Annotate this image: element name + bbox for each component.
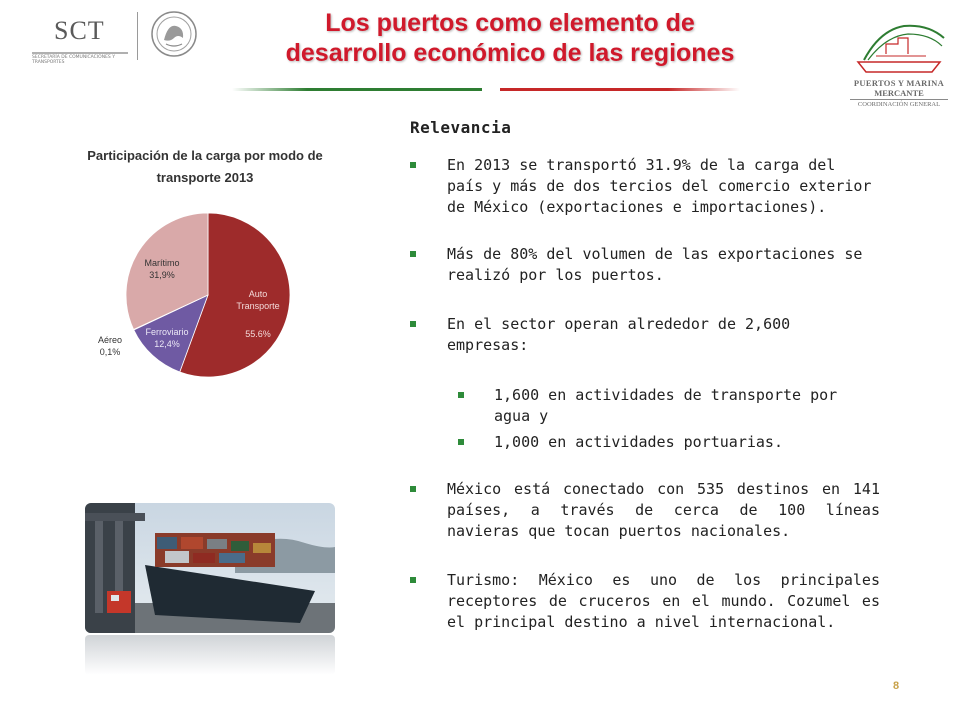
sct-logo-bar [32,52,128,54]
label-aereo-name: Aéreo [97,335,123,345]
title-underline-green [232,88,482,91]
label-auto-value: 55.6% [245,329,271,339]
bullet-item: En 2013 se transportó 31.9% de la carga del país y más de dos tercios del comercio exterior de México (exportaciones e importaciones). [410,155,880,218]
section-heading: Relevancia [410,118,512,137]
pm-logo-line2: MERCANTE [874,88,924,98]
title-underline-red [500,88,740,91]
mexico-seal-icon [150,10,198,58]
title-line-2: desarrollo económico de las regiones [285,39,735,67]
label-ferro-value: 12,4% [154,339,180,349]
pm-logo-line3: COORDINACIÓN GENERAL [857,101,941,108]
sct-logo [32,14,142,64]
title-line-1: Los puertos como elemento de [325,9,695,37]
label-maritimo-name: Marítimo [144,258,180,268]
header-divider [137,12,138,60]
bullet-item: En el sector operan alrededor de 2,600 empresas: [410,314,880,356]
label-ferro-name: Ferroviario [145,327,189,337]
port-photo-reflection [85,635,335,675]
bullet-item: Turismo: México es uno de los principales receptores de cruceros en el mundo. Cozumel es el principal destino a nivel internacional. [410,570,880,633]
label-maritimo-value: 31,9% [149,270,175,280]
page-title [210,8,810,68]
sct-logo-subtitle: SECRETARÍA DE COMUNICACIONES Y TRANSPORTES [32,55,115,65]
pm-logo-divider [850,99,948,100]
ship-logo-icon [846,20,952,76]
bullet-item: Más de 80% del volumen de las exportaciones se realizó por los puertos. [410,244,880,286]
bullet-item: México está conectado con 535 destinos en 141 países, a través de cerca de 100 líneas navieras que tocan puertos nacionales. [410,479,880,542]
page-number: 8 [893,680,900,692]
bullet-list [410,155,880,633]
label-auto-line1: Auto [248,289,268,299]
label-auto-line2: Transporte [236,301,280,311]
label-aereo-value: 0,1% [99,347,121,357]
puertos-marina-logo [846,20,952,110]
pie-chart [60,195,360,395]
sub-bullet-item: 1,600 en actividades de transporte por agua y [410,385,880,427]
port-photo [85,503,335,633]
sub-bullet-item: 1,000 en actividades portuarias. [410,432,880,453]
sct-logo-text: SCT [54,16,105,45]
chart-title: Participación de la carga por modo de transporte 2013 [87,148,323,185]
pm-logo-line1: PUERTOS Y MARINA [853,78,945,88]
